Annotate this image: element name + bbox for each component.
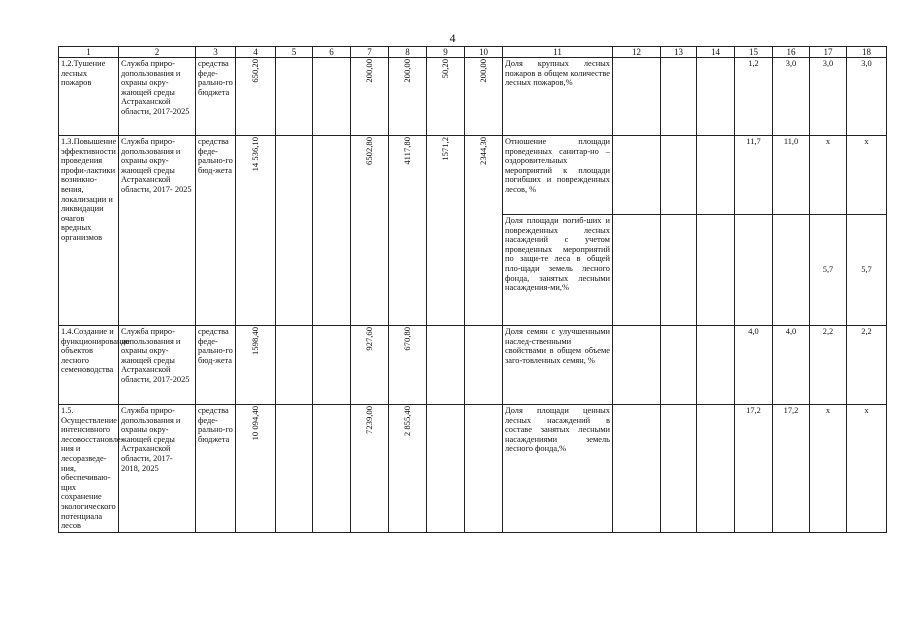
amount-cell	[465, 326, 503, 405]
col-header: 14	[697, 47, 735, 58]
amount-cell	[236, 136, 276, 326]
amount-cell	[351, 136, 389, 326]
table-row	[59, 136, 887, 215]
indicator-value: х	[847, 405, 887, 533]
amount-cell	[236, 58, 276, 136]
funding-source: средства феде-рально-го бюд-жета	[196, 136, 236, 326]
executor: Служба приро-допользования и охраны окру-жающей среды Астраханской области, 2017-2025	[119, 58, 196, 136]
col-header: 4	[236, 47, 276, 58]
indicator-value	[613, 215, 661, 326]
table-row	[59, 58, 887, 136]
col-header: 17	[810, 47, 847, 58]
program-table	[58, 46, 887, 533]
indicator-value	[735, 215, 773, 326]
amount-cell	[389, 326, 427, 405]
amount-value: 927,60	[363, 327, 374, 351]
indicator-value: 1,2	[735, 58, 773, 136]
col-header: 9	[427, 47, 465, 58]
amount-cell	[465, 136, 503, 326]
amount-value: 200,00	[477, 59, 488, 83]
funding-source: средства феде-рально-го бюд-жета	[196, 326, 236, 405]
indicator-text: Доля крупных лесных пожаров в общем количестве лесных пожаров,%	[503, 58, 613, 136]
indicator-value: 3,0	[810, 58, 847, 136]
amount-cell	[427, 326, 465, 405]
measure-name: 1.2.Тушение лесных пожаров	[59, 58, 119, 136]
indicator-value	[697, 326, 735, 405]
col-header: 16	[773, 47, 810, 58]
amount-cell	[351, 58, 389, 136]
indicator-value: 2,2	[847, 326, 887, 405]
indicator-value: 3,0	[773, 58, 810, 136]
indicator-value: 2,2	[810, 326, 847, 405]
table-row	[59, 405, 887, 533]
amount-cell	[465, 405, 503, 533]
indicator-value: 4,0	[735, 326, 773, 405]
indicator-value: 17,2	[773, 405, 810, 533]
measure-name: 1.5. Осуществление интенсивного лесовосстановле-ния и лесоразведе-ния, обеспечиваю-щих сохранение экологического потенциала лесов	[59, 405, 119, 533]
indicator-value: 5,7	[847, 215, 887, 326]
amount-value: 6502,80	[363, 137, 374, 165]
col-header: 7	[351, 47, 389, 58]
col-header: 1	[59, 47, 119, 58]
indicator-value: 11,7	[735, 136, 773, 215]
funding-source: средства феде-рально-го бюджета	[196, 405, 236, 533]
amount-value: 7239,00	[363, 406, 374, 434]
funding-source: средства феде-рально-го бюджета	[196, 58, 236, 136]
col-header: 2	[119, 47, 196, 58]
indicator-value: 17,2	[735, 405, 773, 533]
col-header: 13	[661, 47, 697, 58]
col-header: 18	[847, 47, 887, 58]
amount-cell	[236, 326, 276, 405]
amount-cell	[389, 136, 427, 326]
amount-cell	[427, 405, 465, 533]
indicator-value: 3,0	[847, 58, 887, 136]
indicator-value	[613, 326, 661, 405]
col-header: 11	[503, 47, 613, 58]
amount-value: 50,20	[439, 59, 450, 79]
indicator-value	[697, 136, 735, 215]
amount-cell	[465, 58, 503, 136]
col-header: 12	[613, 47, 661, 58]
amount-value: 10 094,40	[249, 406, 260, 441]
indicator-value: х	[847, 136, 887, 215]
col-header: 10	[465, 47, 503, 58]
indicator-value: х	[810, 136, 847, 215]
amount-value: 2344,30	[477, 137, 488, 165]
amount-cell	[236, 405, 276, 533]
amount-value: 2 855,40	[401, 406, 412, 437]
indicator-value: 4,0	[773, 326, 810, 405]
indicator-value	[661, 405, 697, 533]
column-number-row	[59, 47, 887, 58]
amount-value: 4117,80	[401, 137, 412, 165]
amount-value: 1571,2	[439, 137, 450, 161]
executor: Служба приро-допользования и охраны окру-жающей среды Астраханской области, 2017- 2025	[119, 136, 196, 326]
amount-cell	[313, 136, 351, 326]
table-row	[59, 326, 887, 405]
indicator-text: Доля семян с улучшенными наслед-ственными свойствами в общем объеме заго-товленных семян, %	[503, 326, 613, 405]
col-header: 3	[196, 47, 236, 58]
page-number: 4	[449, 31, 456, 45]
amount-cell	[276, 326, 313, 405]
amount-value: 200,00	[363, 59, 374, 83]
indicator-value: 11,0	[773, 136, 810, 215]
amount-value: 1598,40	[249, 327, 260, 355]
amount-cell	[427, 58, 465, 136]
amount-cell	[351, 405, 389, 533]
indicator-value	[613, 136, 661, 215]
col-header: 15	[735, 47, 773, 58]
amount-cell	[427, 136, 465, 326]
executor: Служба приро-допользования и охраны окру-жающей среды Астраханской области, 2017-2025	[119, 326, 196, 405]
executor: Служба приро-допользования и охраны окру-жающей среды Астраханской области, 2017- 2018, 2025	[119, 405, 196, 533]
amount-value: 650,20	[249, 59, 260, 83]
indicator-value	[613, 405, 661, 533]
amount-cell	[313, 58, 351, 136]
indicator-value	[697, 58, 735, 136]
amount-value: 200,00	[401, 59, 412, 83]
amount-value: 670,80	[401, 327, 412, 351]
amount-cell	[276, 405, 313, 533]
amount-value: 14 536,10	[249, 137, 260, 172]
indicator-value: х	[810, 405, 847, 533]
measure-name: 1.3.Повышение эффективности проведения профи-лактики возникно-вения, локализации и ликвидации очагов вредных организмов	[59, 136, 119, 326]
col-header: 6	[313, 47, 351, 58]
indicator-value	[613, 58, 661, 136]
amount-cell	[313, 326, 351, 405]
amount-cell	[389, 58, 427, 136]
indicator-text: Доля площади ценных лесных насаждений в составе занятых лесными насаждениями земель лесного фонда,%	[503, 405, 613, 533]
indicator-text: Отношение площади проведенных санитар-но – оздоровительных мероприятий к площади погибших и поврежденных лесов, %	[503, 136, 613, 215]
indicator-value	[661, 326, 697, 405]
amount-cell	[389, 405, 427, 533]
indicator-text: Доля площади погиб-ших и поврежденных лесных насаждений с учетом проведенных мероприятий по защи-те леса в общей пло-щади земель лесного фонда, занятых лесными насаждения-ми,%	[503, 215, 613, 326]
indicator-value	[661, 58, 697, 136]
indicator-value	[661, 215, 697, 326]
indicator-value	[697, 405, 735, 533]
amount-cell	[351, 326, 389, 405]
measure-name: 1.4.Создание и функционирование объектов лесного семеноводства	[59, 326, 119, 405]
amount-cell	[313, 405, 351, 533]
col-header: 8	[389, 47, 427, 58]
indicator-value: 5,7	[810, 215, 847, 326]
indicator-value	[773, 215, 810, 326]
amount-cell	[276, 58, 313, 136]
col-header: 5	[276, 47, 313, 58]
indicator-value	[661, 136, 697, 215]
indicator-value	[697, 215, 735, 326]
amount-cell	[276, 136, 313, 326]
